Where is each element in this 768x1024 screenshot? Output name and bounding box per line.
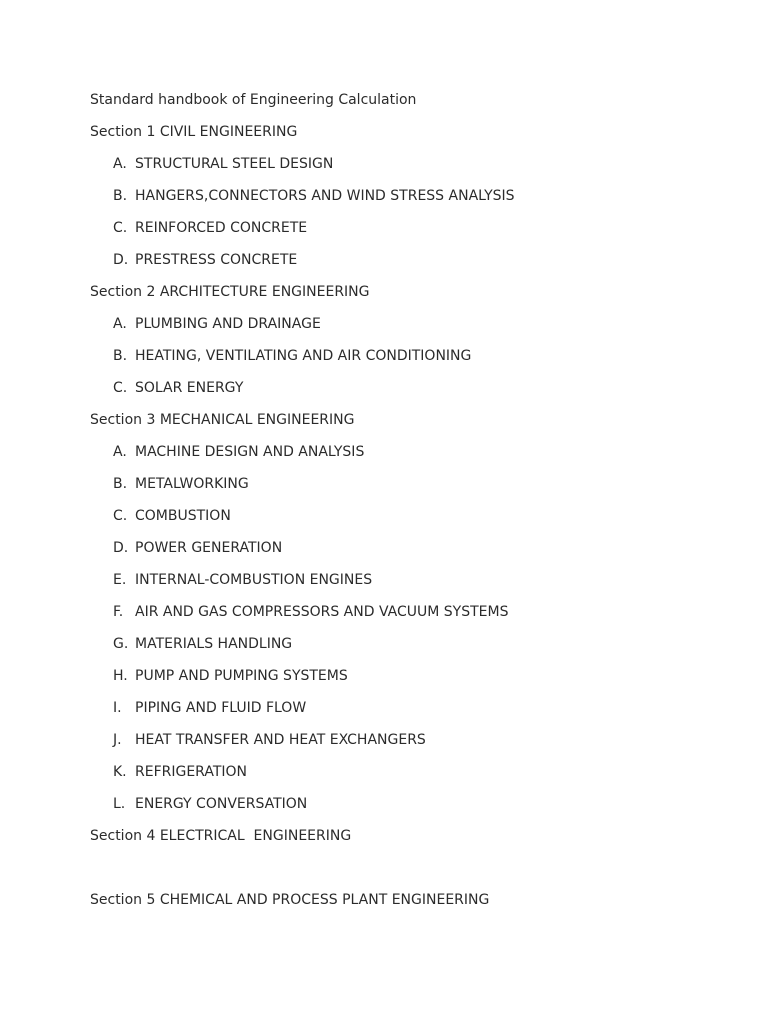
list-marker: A. — [113, 444, 127, 460]
list-item-text: REINFORCED CONCRETE — [135, 220, 308, 236]
list-item — [90, 763, 730, 795]
section-heading-4: Section 4 ELECTRICAL ENGINEERING — [90, 828, 352, 844]
list-item — [90, 699, 730, 731]
section-heading-5: Section 5 CHEMICAL AND PROCESS PLANT ENGINEERING — [90, 892, 490, 908]
list-item — [90, 219, 730, 251]
list-item-text: PIPING AND FLUID FLOW — [135, 700, 307, 716]
list-marker: B. — [113, 188, 128, 204]
list-item-text: ENERGY CONVERSATION — [135, 796, 308, 812]
list-marker: C. — [113, 380, 128, 396]
list-marker: B. — [113, 476, 128, 492]
list-marker: L. — [113, 796, 126, 812]
list-item-text: AIR AND GAS COMPRESSORS AND VACUUM SYSTEMS — [135, 604, 509, 620]
list-marker: G. — [113, 636, 129, 652]
list-marker: A. — [113, 156, 127, 172]
list-item-text: HEAT TRANSFER AND HEAT EXCHANGERS — [135, 732, 426, 748]
list-marker: E. — [113, 572, 127, 588]
section-heading-3: Section 3 MECHANICAL ENGINEERING — [90, 412, 355, 428]
list-item — [90, 795, 730, 827]
list-item-text: HEATING, VENTILATING AND AIR CONDITIONING — [135, 348, 472, 364]
list-item — [90, 507, 730, 539]
list-marker: F. — [113, 604, 124, 620]
list-marker: D. — [113, 252, 129, 268]
list-marker: J. — [113, 732, 122, 748]
section-heading-2: Section 2 ARCHITECTURE ENGINEERING — [90, 284, 370, 300]
list-item — [90, 443, 730, 475]
list-item-text: SOLAR ENERGY — [135, 380, 244, 396]
list-item — [90, 155, 730, 187]
list-marker: I. — [113, 700, 122, 716]
list-marker: B. — [113, 348, 128, 364]
list-item — [90, 187, 730, 219]
list-item — [90, 667, 730, 699]
list-item — [90, 315, 730, 347]
list-item-text: REFRIGERATION — [135, 764, 247, 780]
list-marker: A. — [113, 316, 127, 332]
section-heading-1: Section 1 CIVIL ENGINEERING — [90, 124, 298, 140]
list-item-text: INTERNAL-COMBUSTION ENGINES — [135, 572, 373, 588]
list-marker: H. — [113, 668, 128, 684]
document-title: Standard handbook of Engineering Calculation — [90, 92, 417, 108]
list-item-text: HANGERS,CONNECTORS AND WIND STRESS ANALYSIS — [135, 188, 515, 204]
list-item-text: MATERIALS HANDLING — [135, 636, 293, 652]
list-marker: K. — [113, 764, 127, 780]
list-item-text: PLUMBING AND DRAINAGE — [135, 316, 321, 332]
list-item — [90, 539, 730, 571]
list-item-text: PRESTRESS CONCRETE — [135, 252, 298, 268]
list-item-text: STRUCTURAL STEEL DESIGN — [135, 156, 334, 172]
list-item-text: POWER GENERATION — [135, 540, 283, 556]
list-item-text: MACHINE DESIGN AND ANALYSIS — [135, 444, 365, 460]
list-item — [90, 347, 730, 379]
list-item — [90, 251, 730, 283]
list-item — [90, 635, 730, 667]
list-marker: D. — [113, 540, 129, 556]
document-page — [90, 91, 730, 923]
list-item-text: METALWORKING — [135, 476, 249, 492]
list-item — [90, 475, 730, 507]
list-item — [90, 603, 730, 635]
blank-line — [90, 859, 730, 891]
list-item-text: PUMP AND PUMPING SYSTEMS — [135, 668, 348, 684]
list-item — [90, 379, 730, 411]
list-marker: C. — [113, 508, 128, 524]
list-marker: C. — [113, 220, 128, 236]
list-item — [90, 731, 730, 763]
list-item — [90, 571, 730, 603]
list-item-text: COMBUSTION — [135, 508, 231, 524]
